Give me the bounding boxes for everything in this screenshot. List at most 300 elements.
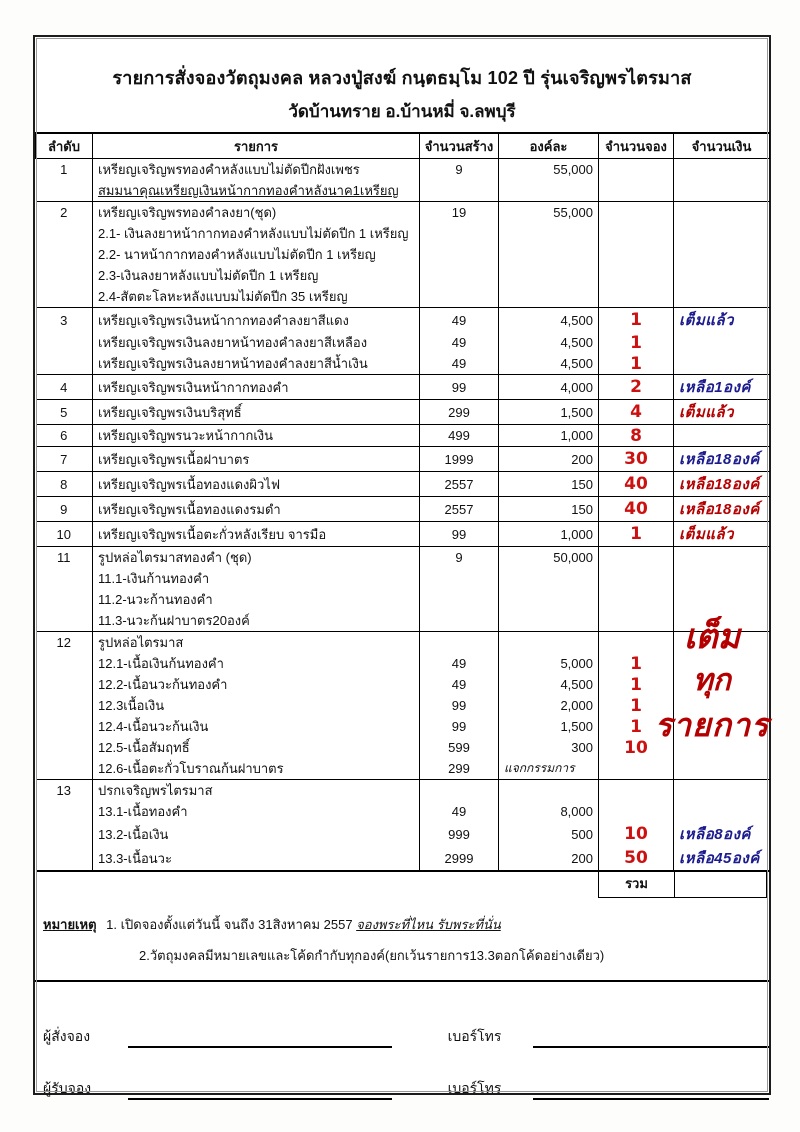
cell-booked	[599, 180, 674, 202]
cell-price: 1,000	[499, 522, 599, 547]
cell-made: 99	[420, 522, 499, 547]
item-text: 2.1- เงินลงยาหน้ากากทองคำหลังแบบไม่ตัดปีก 1 เหรียญ	[98, 226, 409, 241]
cell-booked	[599, 610, 674, 632]
column-header: องค์ละ	[499, 133, 599, 159]
cell-booked	[599, 822, 674, 846]
cell-item	[93, 308, 420, 333]
cell-amount	[674, 632, 770, 654]
column-header: รายการ	[93, 133, 420, 159]
booked-quantity-handwritten: 1	[630, 524, 642, 544]
cell-price: 4,500	[499, 308, 599, 333]
page-subtitle: วัดบ้านทราย อ.บ้านหมี่ จ.ลพบุรี	[288, 102, 516, 121]
cell-made	[420, 244, 499, 265]
phone-line-2	[533, 1082, 769, 1100]
cell-price: 200	[499, 846, 599, 871]
table-row	[36, 375, 770, 400]
cell-item	[93, 589, 420, 610]
cell-amount	[674, 822, 770, 846]
cell-item	[93, 522, 420, 547]
column-header: จำนวนสร้าง	[420, 133, 499, 159]
cell-item	[93, 265, 420, 286]
phone-label-2: เบอร์โทร	[447, 1080, 502, 1096]
cell-index: 8	[36, 472, 93, 497]
table-row	[36, 425, 770, 447]
table-row	[36, 716, 770, 737]
cell-item	[93, 610, 420, 632]
annotation-word: รายการ	[654, 707, 770, 743]
remaining-stock-note: เต็มแล้ว	[679, 312, 735, 329]
table-row	[36, 610, 770, 632]
cell-amount	[674, 547, 770, 569]
cell-made	[420, 610, 499, 632]
cell-index: 9	[36, 497, 93, 522]
cell-item	[93, 695, 420, 716]
cell-made: 499	[420, 425, 499, 447]
cell-index: 7	[36, 447, 93, 472]
cell-booked	[599, 202, 674, 224]
cell-booked	[599, 695, 674, 716]
cell-booked	[599, 522, 674, 547]
cell-price: 500	[499, 822, 599, 846]
cell-amount	[674, 400, 770, 425]
cell-booked	[599, 758, 674, 780]
table-row	[36, 801, 770, 822]
cell-booked	[599, 846, 674, 871]
item-text: เหรียญเจริญพรเงินบริสุทธิ์	[98, 404, 242, 420]
table-row	[36, 653, 770, 674]
cell-index	[36, 286, 93, 308]
cell-booked	[599, 400, 674, 425]
cell-made: 49	[420, 332, 499, 353]
cell-booked	[599, 653, 674, 674]
cell-item	[93, 332, 420, 353]
cell-index: 3	[36, 308, 93, 333]
cell-price: 1,000	[499, 425, 599, 447]
cell-index	[36, 589, 93, 610]
item-text: 2.2- นาหน้ากากทองคำหลังแบบไม่ตัดปีก 1 เหรียญ	[98, 247, 376, 262]
cell-item	[93, 244, 420, 265]
cell-price	[499, 780, 599, 802]
cell-booked	[599, 286, 674, 308]
annotation-word: ทุก	[693, 664, 731, 697]
cell-item	[93, 286, 420, 308]
column-header: จำนวนจอง	[599, 133, 674, 159]
cell-booked	[599, 589, 674, 610]
cell-price: 8,000	[499, 801, 599, 822]
cell-made: 299	[420, 758, 499, 780]
table-row	[36, 472, 770, 497]
booked-quantity-handwritten: 10	[624, 824, 648, 844]
table-row	[36, 758, 770, 780]
cell-item	[93, 632, 420, 654]
cell-made: 2557	[420, 497, 499, 522]
cell-amount	[674, 522, 770, 547]
table-row	[36, 695, 770, 716]
item-text: 13.2-เนื้อเงิน	[98, 826, 169, 842]
remaining-stock-note: เหลือ18องค์	[679, 451, 760, 468]
cell-amount	[674, 846, 770, 871]
booked-quantity-handwritten: 1	[630, 353, 642, 374]
booked-quantity-handwritten: 1	[630, 310, 642, 330]
note-1-underlined: จองพระที่ไหน รับพระที่นั่น	[356, 917, 501, 932]
cell-booked	[599, 265, 674, 286]
receiver-label: ผู้รับจอง	[43, 1080, 92, 1096]
item-text: เหรียญเจริญพรเนื้อทองแดงผิวไฟ	[98, 476, 281, 492]
cell-amount	[674, 265, 770, 286]
cell-price	[499, 610, 599, 632]
cell-item	[93, 159, 420, 181]
cell-made	[420, 223, 499, 244]
remaining-stock-note: เหลือ45องค์	[679, 850, 760, 867]
cell-index	[36, 223, 93, 244]
cell-item	[93, 497, 420, 522]
cell-made: 99	[420, 375, 499, 400]
cell-amount	[674, 497, 770, 522]
cell-index	[36, 568, 93, 589]
cell-amount	[674, 472, 770, 497]
cell-item	[93, 447, 420, 472]
cell-price	[499, 223, 599, 244]
cell-index	[36, 610, 93, 632]
cell-amount	[674, 653, 770, 674]
booked-quantity-handwritten: 8	[630, 425, 642, 446]
table-row	[36, 265, 770, 286]
item-text: 2.4-สัตตะโลหะหลังแบบมไม่ตัดปีก 35 เหรียญ	[98, 289, 348, 304]
item-text: 12.3เนื้อเงิน	[98, 698, 165, 713]
cell-index: 13	[36, 780, 93, 802]
cell-item	[93, 737, 420, 758]
table-row	[36, 589, 770, 610]
cell-booked	[599, 674, 674, 695]
cell-price: 150	[499, 472, 599, 497]
cell-index	[36, 758, 93, 780]
cell-item	[93, 822, 420, 846]
cell-made	[420, 589, 499, 610]
cell-booked	[599, 497, 674, 522]
cell-booked	[599, 447, 674, 472]
item-text: เหรียญเจริญพรเนื้อตะกั่วหลังเรียบ จารมือ	[98, 526, 327, 542]
table-row	[36, 674, 770, 695]
total-label: รวม	[599, 872, 675, 897]
cell-booked	[599, 737, 674, 758]
receiver-signature-row	[35, 1078, 769, 1100]
receiver-signature-line	[128, 1082, 391, 1100]
cell-index	[36, 265, 93, 286]
cell-item	[93, 202, 420, 224]
cell-amount	[674, 180, 770, 202]
item-text: 12.2-เนื้อนวะก้นทองคำ	[98, 677, 228, 692]
cell-amount	[674, 202, 770, 224]
item-text: 13.3-เนื้อนวะ	[98, 850, 172, 866]
item-text: สมมนาคุณเหรียญเงินหน้ากากทองคำหลังนาค1เหรียญ	[98, 183, 399, 198]
cell-price: 300	[499, 737, 599, 758]
item-text: 11.3-นวะก้นฝาบาตร20องค์	[98, 613, 250, 628]
cell-amount	[674, 425, 770, 447]
cell-made	[420, 180, 499, 202]
cell-booked	[599, 223, 674, 244]
table-header	[36, 133, 770, 159]
table-row	[36, 223, 770, 244]
note-2: 2.วัตถุมงคลมีหมายเลขและโค้ดกำกับทุกองค์(ยกเว้นรายการ13.3ตอกโค้ดอย่างเดียว)	[139, 948, 605, 963]
table-row	[36, 159, 770, 181]
cell-booked	[599, 568, 674, 589]
cell-amount	[674, 737, 770, 758]
note-1-text: 1. เปิดจองตั้งแต่วันนี้ จนถึง 31สิงหาคม 2557	[106, 917, 357, 932]
cell-made: 599	[420, 737, 499, 758]
cell-item	[93, 568, 420, 589]
cell-index	[36, 801, 93, 822]
booked-quantity-handwritten: 30	[624, 449, 648, 469]
column-header: จำนวนเงิน	[674, 133, 770, 159]
table-row	[36, 632, 770, 654]
cell-price: 1,500	[499, 716, 599, 737]
cell-item	[93, 547, 420, 569]
booked-quantity-handwritten: 4	[630, 402, 642, 422]
cell-made: 1999	[420, 447, 499, 472]
table-body	[36, 159, 770, 872]
cell-made	[420, 265, 499, 286]
cell-made	[420, 286, 499, 308]
item-text: เหรียญเจริญพรเงินลงยาหน้าทองคำลงยาสีน้ำเงิน	[98, 356, 368, 371]
cell-item	[93, 425, 420, 447]
table-row	[36, 332, 770, 353]
title-block	[35, 37, 769, 132]
cell-index	[36, 653, 93, 674]
table-row	[36, 447, 770, 472]
item-text: 12.1-เนื้อเงินก้นทองคำ	[98, 656, 224, 671]
orderer-signature-row	[35, 1026, 769, 1048]
cell-made: 19	[420, 202, 499, 224]
cell-price	[499, 244, 599, 265]
cell-made: 49	[420, 801, 499, 822]
item-text: เหรียญเจริญพรเงินลงยาหน้าทองคำลงยาสีเหลือง	[98, 335, 368, 350]
cell-price	[499, 180, 599, 202]
table-row	[36, 780, 770, 802]
remaining-stock-note: เหลือ8องค์	[679, 826, 751, 843]
item-text: ปรกเจริญพรไตรมาส	[98, 783, 213, 798]
cell-price: 4,000	[499, 375, 599, 400]
cell-booked	[599, 801, 674, 822]
remaining-stock-note: เหลือ1องค์	[679, 379, 751, 396]
cell-index	[36, 846, 93, 871]
booked-quantity-handwritten: 40	[624, 474, 648, 494]
cell-index: 6	[36, 425, 93, 447]
cell-price: 2,000	[499, 695, 599, 716]
total-row	[598, 872, 767, 898]
cell-item	[93, 400, 420, 425]
cell-index: 12	[36, 632, 93, 654]
cell-price	[499, 632, 599, 654]
signature-section	[35, 1026, 769, 1100]
cell-made: 9	[420, 547, 499, 569]
cell-price	[499, 286, 599, 308]
remaining-stock-note: เหลือ18องค์	[679, 476, 760, 493]
table-row	[36, 244, 770, 265]
cell-price	[499, 265, 599, 286]
cell-amount	[674, 332, 770, 353]
cell-index	[36, 695, 93, 716]
cell-amount	[674, 695, 770, 716]
total-amount-cell	[675, 872, 766, 897]
cell-made: 99	[420, 695, 499, 716]
cell-made: 49	[420, 308, 499, 333]
table-row	[36, 180, 770, 202]
document-page	[33, 35, 771, 1095]
table-row	[36, 202, 770, 224]
cell-amount	[674, 244, 770, 265]
cell-amount	[674, 447, 770, 472]
cell-item	[93, 223, 420, 244]
cell-made: 2557	[420, 472, 499, 497]
cell-made: 999	[420, 822, 499, 846]
cell-amount	[674, 610, 770, 632]
cell-price: 4,500	[499, 332, 599, 353]
cell-price	[499, 568, 599, 589]
cell-price: 4,500	[499, 674, 599, 695]
cell-made: 49	[420, 353, 499, 375]
remaining-stock-note: เหลือ18องค์	[679, 501, 760, 518]
cell-item	[93, 674, 420, 695]
cell-price	[499, 589, 599, 610]
cell-made: 9	[420, 159, 499, 181]
notes-section	[35, 914, 769, 966]
booked-quantity-handwritten: 40	[624, 499, 648, 519]
table-row	[36, 497, 770, 522]
item-text: เหรียญเจริญพรทองคำหลังแบบไม่ตัดปีกฝังเพชร	[98, 162, 360, 177]
table-row	[36, 353, 770, 375]
cell-booked	[599, 547, 674, 569]
item-text: 12.5-เนื้อสัมฤทธิ์	[98, 740, 190, 755]
table-row	[36, 522, 770, 547]
cell-price: 200	[499, 447, 599, 472]
table-row	[36, 822, 770, 846]
cell-index: 4	[36, 375, 93, 400]
cell-amount	[674, 568, 770, 589]
cell-amount	[674, 159, 770, 181]
cell-item	[93, 801, 420, 822]
item-text: รูปหล่อไตรมาส	[98, 635, 184, 650]
cell-index	[36, 716, 93, 737]
cell-amount	[674, 286, 770, 308]
cell-item	[93, 846, 420, 871]
table-row	[36, 400, 770, 425]
remaining-stock-note: เต็มแล้ว	[679, 404, 735, 421]
cell-item	[93, 758, 420, 780]
table-row	[36, 568, 770, 589]
cell-booked	[599, 472, 674, 497]
cell-price: แจกกรรมการ	[499, 758, 599, 780]
cell-amount	[674, 589, 770, 610]
notes-label: หมายเหตุ	[43, 917, 97, 932]
cell-amount	[674, 801, 770, 822]
cell-item	[93, 780, 420, 802]
item-text: 2.3-เงินลงยาหลังแบบไม่ตัดปีก 1 เหรียญ	[98, 268, 319, 283]
cell-made: 49	[420, 674, 499, 695]
table-row	[36, 846, 770, 871]
item-text: เหรียญเจริญพรเงินหน้ากากทองคำ	[98, 379, 289, 395]
cell-index	[36, 674, 93, 695]
section-divider	[35, 980, 769, 982]
note-1	[106, 917, 501, 932]
booked-quantity-handwritten: 1	[630, 716, 642, 737]
column-header: ลำดับ	[36, 133, 93, 159]
cell-booked	[599, 425, 674, 447]
cell-index: 11	[36, 547, 93, 569]
table-row	[36, 308, 770, 333]
cell-price: 1,500	[499, 400, 599, 425]
orderer-signature-line	[128, 1030, 391, 1048]
cell-made: 299	[420, 400, 499, 425]
cell-amount	[674, 308, 770, 333]
cell-amount	[674, 353, 770, 375]
item-text: เหรียญเจริญพรทองคำลงยา(ชุด)	[98, 205, 277, 220]
cell-index: 1	[36, 159, 93, 181]
booked-quantity-handwritten: 1	[630, 695, 642, 716]
cell-index	[36, 244, 93, 265]
booked-quantity-handwritten: 1	[630, 653, 642, 674]
annotation-word: เต็ม	[683, 618, 741, 656]
cell-amount	[674, 716, 770, 737]
cell-booked	[599, 632, 674, 654]
cell-item	[93, 716, 420, 737]
phone-line-1	[533, 1030, 769, 1048]
item-text: 11.2-นวะก้านทองคำ	[98, 592, 213, 607]
remaining-stock-note: เต็มแล้ว	[679, 526, 735, 543]
cell-price: 5,000	[499, 653, 599, 674]
cell-made	[420, 780, 499, 802]
booked-quantity-handwritten: 50	[624, 848, 648, 868]
cell-made	[420, 568, 499, 589]
cell-made: 49	[420, 653, 499, 674]
cell-made: 99	[420, 716, 499, 737]
cell-amount	[674, 780, 770, 802]
table-row	[36, 547, 770, 569]
cell-item	[93, 375, 420, 400]
cell-index	[36, 353, 93, 375]
cell-index	[36, 180, 93, 202]
cell-price: 55,000	[499, 202, 599, 224]
cell-item	[93, 653, 420, 674]
item-text: 12.4-เนื้อนวะก้นเงิน	[98, 719, 209, 734]
cell-price: 4,500	[499, 353, 599, 375]
orderer-label: ผู้สั่งจอง	[43, 1028, 91, 1044]
item-text: 13.1-เนื้อทองคำ	[98, 804, 188, 819]
cell-amount	[674, 223, 770, 244]
cell-price: 55,000	[499, 159, 599, 181]
cell-made: 2999	[420, 846, 499, 871]
booked-quantity-handwritten: 10	[624, 737, 648, 758]
cell-index: 10	[36, 522, 93, 547]
cell-item	[93, 472, 420, 497]
cell-amount	[674, 375, 770, 400]
page-title: รายการสั่งจองวัตถุมงคล หลวงปู่สงฆ์ กนฺตธมฺโม 102 ปี รุ่นเจริญพรไตรมาส	[112, 68, 692, 88]
cell-price: 50,000	[499, 547, 599, 569]
item-text: 11.1-เงินก้านทองคำ	[98, 571, 210, 586]
cell-booked	[599, 353, 674, 375]
cell-booked	[599, 716, 674, 737]
cell-made	[420, 632, 499, 654]
cell-booked	[599, 375, 674, 400]
phone-label-1: เบอร์โทร	[447, 1028, 502, 1044]
item-text: เหรียญเจริญพรนวะหน้ากากเงิน	[98, 428, 274, 443]
cell-item	[93, 180, 420, 202]
table-row	[36, 286, 770, 308]
cell-item	[93, 353, 420, 375]
cell-index	[36, 737, 93, 758]
cell-index: 5	[36, 400, 93, 425]
cell-booked	[599, 244, 674, 265]
cell-index	[36, 332, 93, 353]
